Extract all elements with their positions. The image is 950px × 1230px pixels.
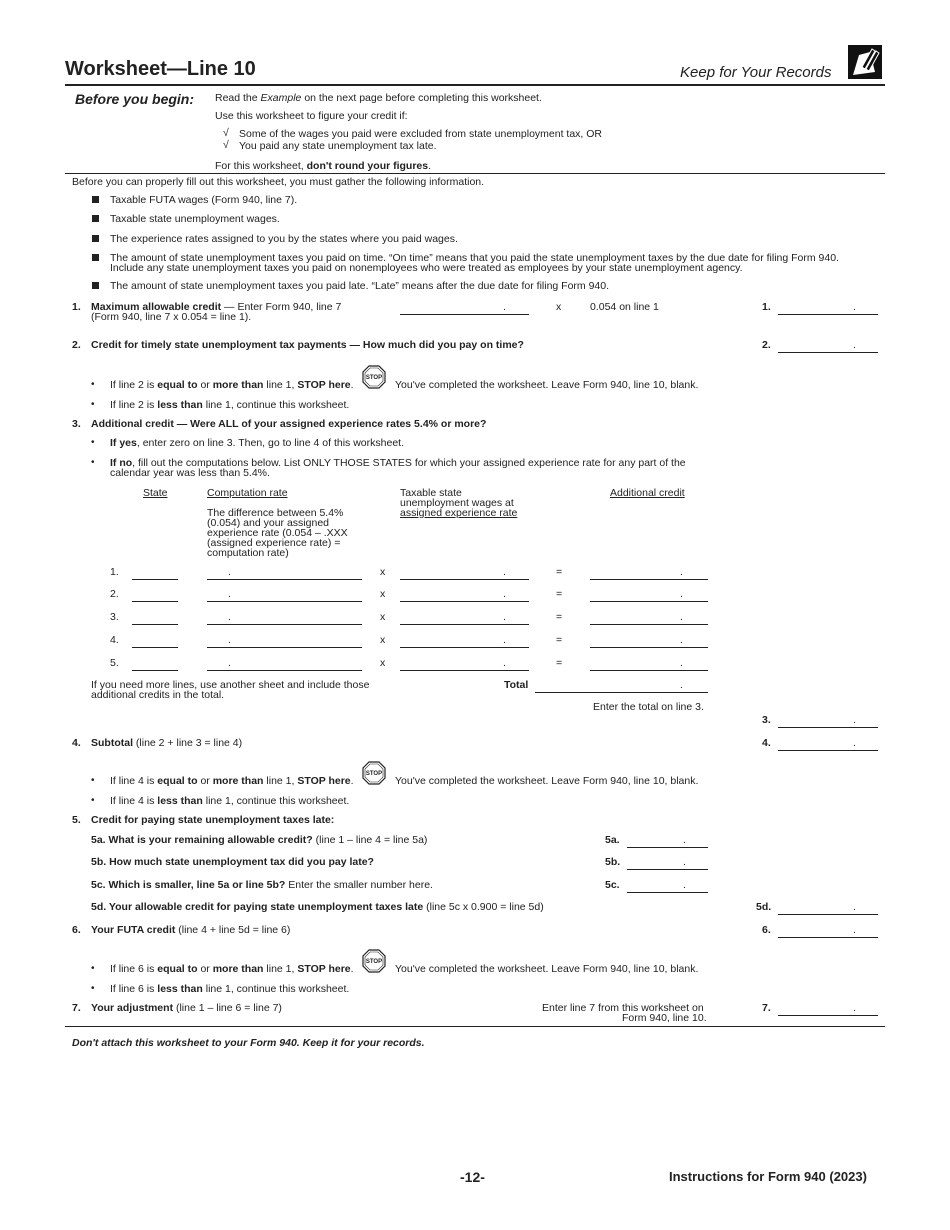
multiply-sign: x	[380, 634, 386, 646]
more-lines-note-2: additional credits in the total.	[91, 689, 225, 701]
line3-ref: 3.	[762, 714, 771, 726]
state-field[interactable]	[132, 670, 178, 671]
line1-multiply: x	[556, 301, 562, 313]
decimal-dot: .	[503, 611, 506, 623]
col-rate-desc-2: (0.054) and your assigned	[207, 517, 329, 529]
line3-number: 3.	[72, 418, 81, 430]
additional-credit-field[interactable]	[590, 579, 708, 580]
decimal-dot: .	[680, 611, 683, 623]
decimal-dot: .	[503, 301, 506, 313]
decimal-dot: .	[853, 737, 856, 749]
line5b-answer-field[interactable]	[627, 869, 708, 870]
line2-answer-field[interactable]	[778, 352, 878, 353]
line4-ref: 4.	[762, 737, 771, 749]
additional-credit-field[interactable]	[590, 601, 708, 602]
bullet: •	[91, 399, 95, 410]
stop-sign-text: STOP	[365, 959, 383, 965]
decimal-dot: .	[680, 634, 683, 646]
decimal-dot: .	[853, 301, 856, 313]
line5d-ref: 5d.	[756, 901, 772, 913]
computation-rate-field[interactable]	[207, 624, 362, 625]
gather-item-2: Taxable state unemployment wages.	[110, 213, 280, 225]
stop-sign-icon	[362, 761, 386, 785]
computation-rate-field[interactable]	[207, 670, 362, 671]
bullet: •	[91, 795, 95, 806]
line5a-label: 5a. What is your remaining allowable credit? (line 1 – line 4 = line 5a)	[91, 834, 428, 846]
line5c-answer-field[interactable]	[627, 892, 708, 893]
line3-yes: If yes, enter zero on line 3. Then, go to line 4 of this worksheet.	[110, 437, 404, 449]
computation-rate-field[interactable]	[207, 647, 362, 648]
line2-label: Credit for timely state unemployment tax payments — How much did you pay on time?	[91, 339, 524, 351]
table-row-number: 4.	[110, 634, 119, 646]
line2-bullet2: If line 2 is less than line 1, continue this worksheet.	[110, 399, 350, 411]
decimal-dot: .	[683, 834, 686, 846]
line6-label: Your FUTA credit (line 4 + line 5d = line 6)	[91, 924, 291, 936]
gather-item-4b: Include any state unemployment taxes you paid on nonemployees who were treated as employees by your state unemployment agency.	[110, 262, 743, 274]
bullet: •	[91, 775, 95, 786]
line1-rate: 0.054 on line 1	[590, 301, 659, 313]
additional-credit-field[interactable]	[590, 670, 708, 671]
col-rate-desc-4: (assigned experience rate) =	[207, 537, 341, 549]
line4-bullet2: If line 4 is less than line 1, continue this worksheet.	[110, 795, 350, 807]
state-field[interactable]	[132, 624, 178, 625]
footer-note: Don't attach this worksheet to your Form 940. Keep it for your records.	[72, 1037, 425, 1049]
line1-number: 1.	[72, 301, 81, 313]
before-check-2: You paid any state unemployment tax late.	[239, 140, 437, 152]
decimal-dot: .	[228, 634, 231, 646]
decimal-dot: .	[503, 657, 506, 669]
decimal-dot: .	[853, 339, 856, 351]
col-state-header: State	[143, 487, 168, 499]
line4-answer-field[interactable]	[778, 750, 878, 751]
square-bullet-icon	[92, 282, 99, 289]
taxable-wages-field[interactable]	[400, 647, 529, 648]
decimal-dot: .	[853, 924, 856, 936]
bullet: •	[91, 983, 95, 994]
line5d-label: 5d. Your allowable credit for paying state unemployment taxes late (line 5c x 0.900 = line 5d)	[91, 901, 544, 913]
col-rate-desc-3: experience rate (0.054 – .XXX	[207, 527, 348, 539]
line5b-label: 5b. How much state unemployment tax did you pay late?	[91, 856, 374, 868]
col-taxable-header-2: unemployment wages at	[400, 497, 514, 509]
decimal-dot: .	[503, 588, 506, 600]
line5d-answer-field[interactable]	[778, 914, 878, 915]
line7-ref: 7.	[762, 1002, 771, 1014]
square-bullet-icon	[92, 196, 99, 203]
stop-sign-text: STOP	[365, 771, 383, 777]
doc-title: Instructions for Form 940 (2023)	[669, 1169, 867, 1184]
state-field[interactable]	[132, 647, 178, 648]
line5c-ref: 5c.	[605, 879, 620, 891]
line4-number: 4.	[72, 737, 81, 749]
line5c-label: 5c. Which is smaller, line 5a or line 5b? Enter the smaller number here.	[91, 879, 433, 891]
decimal-dot: .	[683, 879, 686, 891]
taxable-wages-field[interactable]	[400, 670, 529, 671]
multiply-sign: x	[380, 566, 386, 578]
line2-ref: 2.	[762, 339, 771, 351]
line6-ref: 6.	[762, 924, 771, 936]
line7-label: Your adjustment (line 1 – line 6 = line 7)	[91, 1002, 282, 1014]
col-rate-header: Computation rate	[207, 487, 288, 499]
line6-bullet2: If line 6 is less than line 1, continue this worksheet.	[110, 983, 350, 995]
gather-item-1: Taxable FUTA wages (Form 940, line 7).	[110, 194, 298, 206]
total-label: Total	[504, 679, 529, 691]
equals-sign: =	[556, 566, 563, 578]
decimal-dot: .	[680, 566, 683, 578]
decimal-dot: .	[680, 679, 683, 691]
col-taxable-header-3: assigned experience rate	[400, 507, 518, 519]
line7-answer-field[interactable]	[778, 1015, 878, 1016]
gather-item-5: The amount of state unemployment taxes you paid late. “Late” means after the due date for filing Form 940.	[110, 280, 610, 292]
line5-label: Credit for paying state unemployment taxes late:	[91, 814, 335, 826]
table-row-number: 1.	[110, 566, 119, 578]
computation-rate-field[interactable]	[207, 579, 362, 580]
line4-label: Subtotal (line 2 + line 3 = line 4)	[91, 737, 243, 749]
line7-enter-2: Form 940, line 10.	[622, 1012, 707, 1024]
table-row-number: 2.	[110, 588, 119, 600]
decimal-dot: .	[228, 588, 231, 600]
decimal-dot: .	[228, 611, 231, 623]
col-rate-desc-1: The difference between 5.4%	[207, 507, 344, 519]
gather-intro: Before you can properly fill out this worksheet, you must gather the following information.	[72, 176, 485, 188]
bullet: •	[91, 379, 95, 390]
worksheet-title: Worksheet—Line 10	[65, 58, 256, 80]
gather-item-3: The experience rates assigned to you by the states where you paid wages.	[110, 233, 458, 245]
line5a-ref: 5a.	[605, 834, 620, 846]
line1-fute-wages-field[interactable]	[400, 314, 529, 315]
line2-stop-after: You've completed the worksheet. Leave Form 940, line 10, blank.	[395, 379, 699, 391]
line3-no: If no, fill out the computations below. List ONLY THOSE STATES for which your assigned experience rate for any part of the	[110, 457, 686, 469]
more-lines-note-1: If you need more lines, use another sheet and include those	[91, 679, 370, 691]
line5a-answer-field[interactable]	[627, 847, 708, 848]
square-bullet-icon	[92, 235, 99, 242]
bullet: •	[91, 457, 95, 468]
decimal-dot: .	[853, 1002, 856, 1014]
decimal-dot: .	[680, 657, 683, 669]
stop-sign-icon	[362, 949, 386, 973]
line2-bullet1: If line 2 is equal to or more than line 1, STOP here.	[110, 379, 354, 391]
taxable-wages-field[interactable]	[400, 579, 529, 580]
bullet: •	[91, 963, 95, 974]
before-use-text: Use this worksheet to figure your credit if:	[215, 110, 408, 122]
square-bullet-icon	[92, 254, 99, 261]
line6-stop-after: You've completed the worksheet. Leave Form 940, line 10, blank.	[395, 963, 699, 975]
table-row-number: 3.	[110, 611, 119, 623]
line1-ref: 1.	[762, 301, 771, 313]
before-round-text: For this worksheet, don't round your figures.	[215, 160, 432, 172]
stop-sign-icon	[362, 365, 386, 389]
taxable-wages-field[interactable]	[400, 624, 529, 625]
equals-sign: =	[556, 657, 563, 669]
line7-enter-1: Enter line 7 from this worksheet on	[542, 1002, 704, 1014]
decimal-dot: .	[683, 856, 686, 868]
before-check-1: Some of the wages you paid were excluded from state unemployment tax, OR	[239, 128, 603, 140]
enter-total-line3: Enter the total on line 3.	[593, 701, 704, 713]
line1-label: Maximum allowable credit — Enter Form 940, line 7	[91, 301, 342, 313]
check-icon: √	[223, 127, 229, 139]
line7-number: 7.	[72, 1002, 81, 1014]
state-field[interactable]	[132, 601, 178, 602]
decimal-dot: .	[853, 901, 856, 913]
line6-number: 6.	[72, 924, 81, 936]
gather-item-4: The amount of state unemployment taxes you paid on time. “On time” means that you paid the state unemployment taxes by the due date for filing Form 940.	[110, 252, 839, 264]
line1-answer-field[interactable]	[778, 314, 878, 315]
equals-sign: =	[556, 588, 563, 600]
col-credit-header: Additional credit	[610, 487, 685, 499]
page-number: -12-	[460, 1169, 485, 1185]
before-you-begin-label: Before you begin:	[75, 91, 195, 107]
decimal-dot: .	[228, 566, 231, 578]
square-bullet-icon	[92, 215, 99, 222]
line6-answer-field[interactable]	[778, 937, 878, 938]
decimal-dot: .	[503, 566, 506, 578]
bullet: •	[91, 437, 95, 448]
stop-sign-text: STOP	[365, 375, 383, 381]
col-rate-desc-5: computation rate)	[207, 547, 289, 559]
line5b-ref: 5b.	[605, 856, 621, 868]
line4-bullet1: If line 4 is equal to or more than line 1, STOP here.	[110, 775, 354, 787]
table-row-number: 5.	[110, 657, 119, 669]
col-taxable-header-1: Taxable state	[400, 487, 462, 499]
multiply-sign: x	[380, 611, 386, 623]
additional-credit-field[interactable]	[590, 624, 708, 625]
decimal-dot: .	[503, 634, 506, 646]
line5-number: 5.	[72, 814, 81, 826]
state-field[interactable]	[132, 579, 178, 580]
before-read-text: Read the Example on the next page before completing this worksheet.	[215, 92, 542, 104]
line3-answer-field[interactable]	[778, 727, 878, 728]
line4-stop-after: You've completed the worksheet. Leave Form 940, line 10, blank.	[395, 775, 699, 787]
equals-sign: =	[556, 611, 563, 623]
line1-sublabel: (Form 940, line 7 x 0.054 = line 1).	[91, 311, 252, 323]
total-field[interactable]	[535, 692, 708, 693]
keep-records-label: Keep for Your Records	[680, 64, 832, 81]
pen-paper-icon	[848, 45, 882, 79]
decimal-dot: .	[853, 714, 856, 726]
line3-no-2: calendar year was less than 5.4%.	[110, 467, 270, 479]
check-icon: √	[223, 139, 229, 151]
multiply-sign: x	[380, 588, 386, 600]
computation-rate-field[interactable]	[207, 601, 362, 602]
line3-label: Additional credit — Were ALL of your assigned experience rates 5.4% or more?	[91, 418, 487, 430]
line2-number: 2.	[72, 339, 81, 351]
line6-bullet1: If line 6 is equal to or more than line 1, STOP here.	[110, 963, 354, 975]
additional-credit-field[interactable]	[590, 647, 708, 648]
equals-sign: =	[556, 634, 563, 646]
decimal-dot: .	[228, 657, 231, 669]
decimal-dot: .	[680, 588, 683, 600]
multiply-sign: x	[380, 657, 386, 669]
taxable-wages-field[interactable]	[400, 601, 529, 602]
